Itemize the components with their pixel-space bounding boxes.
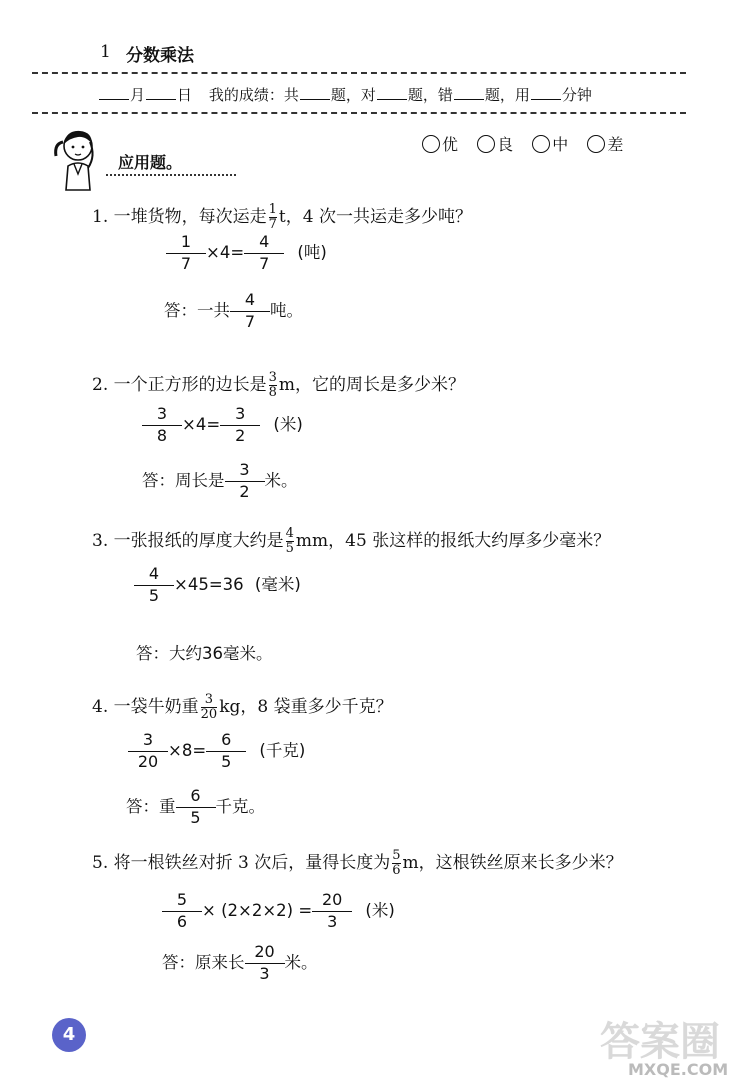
problem-2-question: 2. 一个正方形的边长是 $\frac{3}{8}$ m，它的周长是多少米？ [92, 370, 466, 400]
problem-5-answer: 答：原来长 $\frac{20}{3}$ 米。 [162, 942, 318, 983]
problem-3-answer: 答：大约36毫米。 [136, 644, 273, 663]
grade-circle [477, 135, 495, 153]
problem-4-answer: 答：重 $\frac{6}{5}$ 千克。 [126, 786, 265, 827]
record-line: 月 日 我的成绩：共 题，对 题，错 题，用 分钟 [98, 84, 592, 105]
grade-good[interactable]: 良 [477, 132, 513, 155]
problem-3-question: 3. 一张报纸的厚度大约是 $\frac{4}{5}$ mm，45 张这样的报纸大约厚多少毫米？ [92, 526, 611, 556]
watermark-logo: 答案圈 [600, 1019, 720, 1065]
section-title: 应用题。 [118, 153, 183, 172]
problem-2-answer: 答：周长是 $\frac{3}{2}$ 米。 [142, 460, 298, 501]
problem-1-question: 1. 一堆货物，每次运走 $\frac{1}{7}$ t，4 次一共运走多少吨？ [92, 202, 472, 232]
grade-options [408, 132, 623, 155]
grade-average[interactable]: 中 [532, 132, 568, 155]
problem-3-calculation: $\frac{4}{5}$ ×45=36 (毫米) [134, 566, 301, 605]
problem-2-calculation: $\frac{3}{8}$ ×4= $\frac{3}{2}$ (米) [142, 406, 303, 445]
grade-circle [532, 135, 550, 153]
top-divider [32, 72, 686, 74]
grade-poor[interactable]: 差 [587, 132, 623, 155]
question-fraction: $\frac{1}{7}$ [268, 202, 277, 232]
thinking-girl-icon [46, 126, 108, 192]
grade-circle [587, 135, 605, 153]
page-number-badge: 4 [52, 1018, 86, 1052]
grade-excellent[interactable]: 优 [422, 132, 458, 155]
problem-1-answer: 答：一共 $\frac{4}{7}$ 吨。 [164, 290, 303, 331]
problem-5-question: 5. 将一根铁丝对折 3 次后，量得长度为 $\frac{5}{6}$ m，这根铁丝原来长多少米？ [92, 848, 623, 878]
grade-circle [422, 135, 440, 153]
problem-1-calculation: $\frac{1}{7}$ ×4= $\frac{4}{7}$ (吨) [166, 234, 327, 273]
problem-4-calculation: $\frac{3}{20}$ ×8= $\frac{6}{5}$ (千克) [128, 732, 305, 771]
chapter-number: 1 [100, 42, 111, 62]
section-dotted-line [106, 174, 236, 176]
problem-5-calculation: $\frac{5}{6}$ × (2×2×2) = $\frac{20}{3}$ (米) [162, 892, 395, 931]
bottom-divider [32, 112, 686, 114]
chapter-title: 分数乘法 [126, 46, 194, 66]
problem-4-question: 4. 一袋牛奶重 $\frac{3}{20}$ kg，8 袋重多少千克？ [92, 692, 393, 722]
watermark-url: MXQE.COM [628, 1060, 729, 1079]
